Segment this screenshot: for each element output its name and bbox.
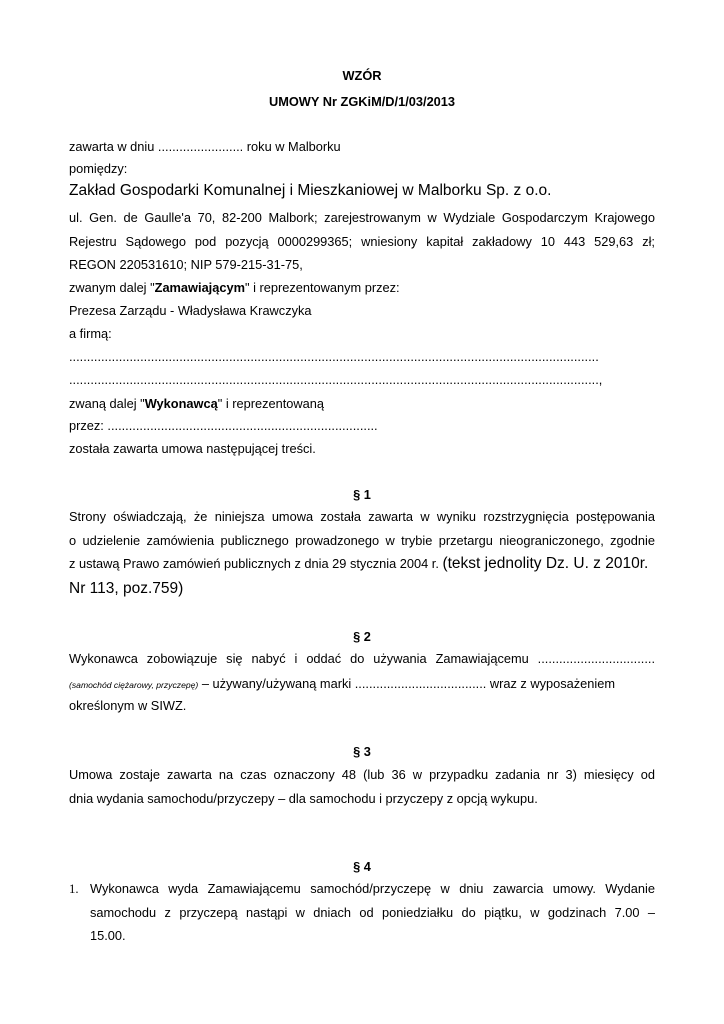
ordering-party-bold: Zamawiającym bbox=[154, 280, 245, 295]
section-4-line-1: Wykonawca wyda Zamawiającemu samochód/przyczepę w dniu zawarcia umowy. Wydanie bbox=[90, 881, 655, 896]
contractor-pre: zwaną dalej " bbox=[69, 396, 145, 411]
section-1-line-3 bbox=[69, 556, 655, 572]
firm-label: a firmą: bbox=[69, 326, 112, 341]
dotted-line-2: ....................................................................................................................................................., bbox=[69, 372, 603, 387]
company-name: Zakład Gospodarki Komunalnej i Mieszkaniowej w Malborku Sp. z o.o. bbox=[69, 182, 552, 199]
ordering-post: " i reprezentowanym przez: bbox=[244, 280, 400, 295]
president-line: Prezesa Zarządu - Władysława Krawczyka bbox=[69, 303, 312, 318]
section-3-line-2: dnia wydania samochodu/przyczepy – dla samochodu i przyczepy z opcją wykupu. bbox=[69, 791, 538, 806]
section-1-line-2: o udzielenie zamówienia publicznego prowadzonego w trybie przetargu nieograniczonego, zgodnie bbox=[69, 533, 655, 548]
contractor-line bbox=[69, 396, 655, 412]
doc-subtitle: UMOWY Nr ZGKiM/D/1/03/2013 bbox=[268, 94, 456, 109]
section-1-line-4: Nr 113, poz.759) bbox=[69, 580, 184, 597]
intro-between: pomiędzy: bbox=[69, 161, 128, 176]
section-2-line-2b: – używany/używaną marki ..................................... wraz z wyposażeniem bbox=[198, 676, 616, 691]
contractor-post: " i reprezentowaną bbox=[217, 396, 324, 411]
section-4-line-3: 15.00. bbox=[90, 928, 126, 943]
section-2-line-3: określonym w SIWZ. bbox=[69, 698, 187, 713]
section-2-line-2 bbox=[69, 676, 655, 693]
section-3-line-1: Umowa zostaje zawarta na czas oznaczony 48 (lub 36 w przypadku zadania nr 3) miesięcy od bbox=[69, 767, 655, 782]
section-3-heading: § 3 bbox=[353, 744, 371, 759]
intro-closing: została zawarta umowa następującej treści. bbox=[69, 441, 316, 456]
doc-title: WZÓR bbox=[342, 68, 382, 83]
list-number: 1. bbox=[69, 882, 79, 896]
company-address-2: Rejestru Sądowego pod pozycją 0000299365; wniesiony kapitał zakładowy 10 443 529,63 zł; bbox=[69, 234, 655, 249]
section-1-line-1: Strony oświadczają, że niniejsza umowa została zawarta w wyniku rozstrzygnięcia postępowania bbox=[69, 509, 655, 524]
section-1-heading: § 1 bbox=[353, 487, 371, 502]
intro-date: zawarta w dniu ........................ roku w Malborku bbox=[69, 139, 341, 154]
dotted-line-1: ..................................................................................................................................................... bbox=[69, 349, 599, 364]
represented-by-line: przez: ............................................................................ bbox=[69, 418, 378, 433]
section-1-line-3b: (tekst jednolity Dz. U. z 2010r. bbox=[442, 555, 649, 572]
vehicle-type-note: (samochód ciężarowy, przyczepę) bbox=[69, 680, 199, 690]
section-2-heading: § 2 bbox=[353, 629, 371, 644]
section-4-heading: § 4 bbox=[353, 859, 371, 874]
company-address-1: ul. Gen. de Gaulle'a 70, 82-200 Malbork; zarejestrowanym w Wydziale Gospodarczym Krajowego bbox=[69, 210, 655, 225]
ordering-pre: zwanym dalej " bbox=[69, 280, 155, 295]
section-2-line-1: Wykonawca zobowiązuje się nabyć i oddać do używania Zamawiającemu ................................. bbox=[69, 651, 655, 666]
company-address-3: REGON 220531610; NIP 579-215-31-75, bbox=[69, 257, 303, 272]
section-4-line-2: samochodu z przyczepą nastąpi w dniach od poniedziałku do piątku, w godzinach 7.00 – bbox=[90, 905, 655, 920]
contractor-bold: Wykonawcą bbox=[144, 396, 218, 411]
section-1-line-3a: z ustawą Prawo zamówień publicznych z dnia 29 stycznia 2004 r. bbox=[69, 556, 443, 571]
ordering-party-line bbox=[69, 280, 655, 296]
